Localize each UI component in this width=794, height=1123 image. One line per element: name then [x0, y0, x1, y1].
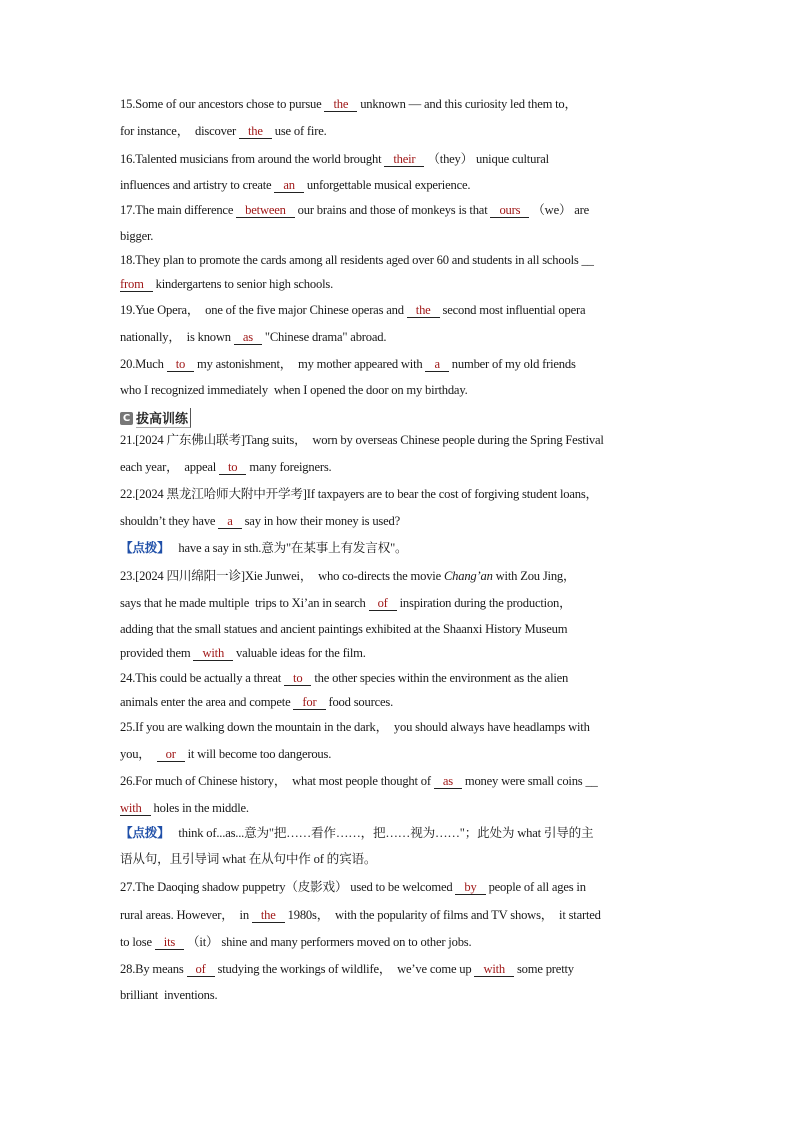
text-segment: 27.The Daoqing shadow puppetry（皮影戏） used to be welcomed [120, 880, 456, 894]
section-header [120, 408, 191, 428]
answer-blank[interactable]: from [120, 277, 153, 292]
tip-label: 【点拨】 [120, 541, 170, 555]
text-segment: 26.For much of Chinese history， what most people thought of [120, 774, 434, 788]
text-line [120, 432, 604, 448]
answer-blank[interactable]: ours [490, 203, 529, 218]
text-segment: people of all ages in [485, 880, 586, 894]
text-line [120, 595, 572, 611]
text-segment: unknown — and this curiosity led them to， [357, 97, 577, 111]
text-line [120, 540, 407, 556]
text-segment: bigger. [120, 229, 154, 243]
text-segment: holes in the middle. [150, 801, 249, 815]
text-line [120, 773, 598, 789]
text-line [120, 746, 331, 762]
text-line [120, 513, 400, 529]
text-segment: 23.[2024 四川绵阳一诊]Xie Junwei， who co-directs the movie [120, 569, 444, 583]
text-line [120, 961, 574, 977]
text-segment: who I recognized immediately when I opened the door on my birthday. [120, 383, 468, 397]
text-line [120, 123, 327, 139]
answer-blank[interactable]: their [384, 152, 424, 167]
text-segment: it will become too dangerous. [184, 747, 332, 761]
text-line [120, 907, 601, 923]
answer-blank[interactable]: the [252, 908, 285, 923]
text-line [120, 719, 590, 735]
text-line [120, 202, 589, 218]
text-segment: use of fire. [271, 124, 327, 138]
answer-blank[interactable]: as [434, 774, 462, 789]
text-line [120, 987, 217, 1003]
text-segment: 1980s， with the popularity of films and TV shows， it started [284, 908, 601, 922]
text-segment: the other species within the environment as the alien [311, 671, 569, 685]
section-badge: C [120, 412, 133, 425]
text-segment: （we） are [529, 203, 590, 217]
answer-blank[interactable]: of [187, 962, 215, 977]
answer-blank[interactable]: to [219, 460, 246, 475]
answer-blank[interactable]: between [236, 203, 295, 218]
text-line [120, 356, 576, 372]
answer-blank[interactable]: by [455, 880, 485, 895]
text-line [120, 825, 593, 841]
answer-blank[interactable]: its [155, 935, 184, 950]
text-segment: 语从句，且引导词 what 在从句中作 of 的宾语。 [120, 852, 377, 866]
text-line [120, 252, 594, 268]
text-segment: to lose [120, 935, 155, 949]
text-segment: "Chinese drama" abroad. [261, 330, 387, 344]
text-segment: valuable ideas for the film. [233, 646, 366, 660]
text-segment: each year， appeal [120, 460, 219, 474]
answer-blank[interactable]: to [284, 671, 311, 686]
answer-blank[interactable]: a [218, 514, 241, 529]
text-segment: some pretty [514, 962, 574, 976]
text-segment: with Zou Jing， [492, 569, 576, 583]
text-segment: you， [120, 747, 157, 761]
text-line [120, 645, 366, 661]
text-line [120, 851, 376, 867]
text-line [120, 228, 153, 244]
text-segment: 15.Some of our ancestors chose to pursue [120, 97, 325, 111]
text-segment: my astonishment， my mother appeared with [194, 357, 426, 371]
text-segment: 25.If you are walking down the mountain in the dark， you should always have headlamps with [120, 720, 590, 734]
text-segment: says that he made multiple trips to Xi’an in search [120, 596, 369, 610]
text-segment: 21.[2024 广东佛山联考]Tang suits， worn by overseas Chinese people during the Spring Festival [120, 433, 604, 447]
answer-blank[interactable]: an [274, 178, 304, 193]
text-line [120, 96, 577, 112]
answer-blank[interactable]: to [167, 357, 194, 372]
text-segment: influences and artistry to create [120, 178, 275, 192]
text-segment: 19.Yue Opera， one of the five major Chinese operas and [120, 303, 407, 317]
text-line [120, 329, 386, 345]
text-segment: think of...as...意为"把……看作……，把……视为……"；此处为 what 引导的主 [169, 826, 594, 840]
text-segment: 28.By means [120, 962, 187, 976]
answer-blank[interactable]: with [120, 801, 151, 816]
text-segment: 16.Talented musicians from around the world brought [120, 152, 385, 166]
text-segment: nationally， is known [120, 330, 234, 344]
text-segment: second most influential opera [439, 303, 586, 317]
text-segment: rural areas. However， in [120, 908, 252, 922]
tip-label: 【点拨】 [120, 826, 170, 840]
answer-blank[interactable]: or [157, 747, 185, 762]
text-segment: say in how their money is used? [241, 514, 400, 528]
answer-blank[interactable]: as [234, 330, 262, 345]
text-segment: number of my old friends [448, 357, 576, 371]
text-segment: 24.This could be actually a threat [120, 671, 285, 685]
answer-blank[interactable]: for [293, 695, 325, 710]
text-segment: animals enter the area and compete [120, 695, 294, 709]
text-line [120, 151, 549, 167]
text-segment: our brains and those of monkeys is that [294, 203, 491, 217]
answer-blank[interactable]: the [407, 303, 440, 318]
text-segment: studying the workings of wildlife， we’ve come up [214, 962, 475, 976]
text-segment: unforgettable musical experience. [303, 178, 471, 192]
answer-blank[interactable]: the [324, 97, 357, 112]
text-line [120, 177, 470, 193]
text-segment: for instance， discover [120, 124, 239, 138]
text-line [120, 800, 249, 816]
text-segment: 18.They plan to promote the cards among all residents aged over 60 and students in all schools __ [120, 253, 594, 267]
text-segment: 22.[2024 黑龙江哈师大附中开学考]If taxpayers are to bear the cost of forgiving student loans， [120, 487, 598, 501]
text-line [120, 621, 567, 637]
text-segment: inspiration during the production， [396, 596, 572, 610]
answer-blank[interactable]: a [425, 357, 448, 372]
text-segment: （it） shine and many performers moved on to other jobs. [184, 935, 472, 949]
text-segment: have a say in sth.意为"在某事上有发言权"。 [169, 541, 408, 555]
text-line [120, 486, 598, 502]
text-segment: brilliant inventions. [120, 988, 218, 1002]
text-segment: provided them [120, 646, 194, 660]
text-segment: shouldn’t they have [120, 514, 219, 528]
text-line [120, 459, 331, 475]
answer-blank[interactable]: with [474, 962, 514, 977]
text-line [120, 302, 585, 318]
text-segment: many foreigners. [246, 460, 332, 474]
text-line [120, 382, 468, 398]
text-segment: （they） unique cultural [424, 152, 549, 166]
text-line [120, 694, 393, 710]
section-title: 拔高训练 [136, 408, 191, 428]
answer-blank[interactable]: the [239, 124, 272, 139]
text-segment: 20.Much [120, 357, 167, 371]
text-line [120, 568, 575, 584]
italic-title: Chang’an [443, 569, 493, 583]
text-line [120, 934, 471, 950]
text-line [120, 879, 586, 895]
text-segment: kindergartens to senior high schools. [152, 277, 334, 291]
text-line [120, 670, 568, 686]
answer-blank[interactable]: of [369, 596, 397, 611]
text-segment: money were small coins __ [461, 774, 598, 788]
text-segment: food sources. [325, 695, 394, 709]
text-segment: 17.The main difference [120, 203, 237, 217]
text-segment: adding that the small statues and ancient paintings exhibited at the Shaanxi History Museum [120, 622, 568, 636]
answer-blank[interactable]: with [193, 646, 233, 661]
text-line [120, 276, 333, 292]
